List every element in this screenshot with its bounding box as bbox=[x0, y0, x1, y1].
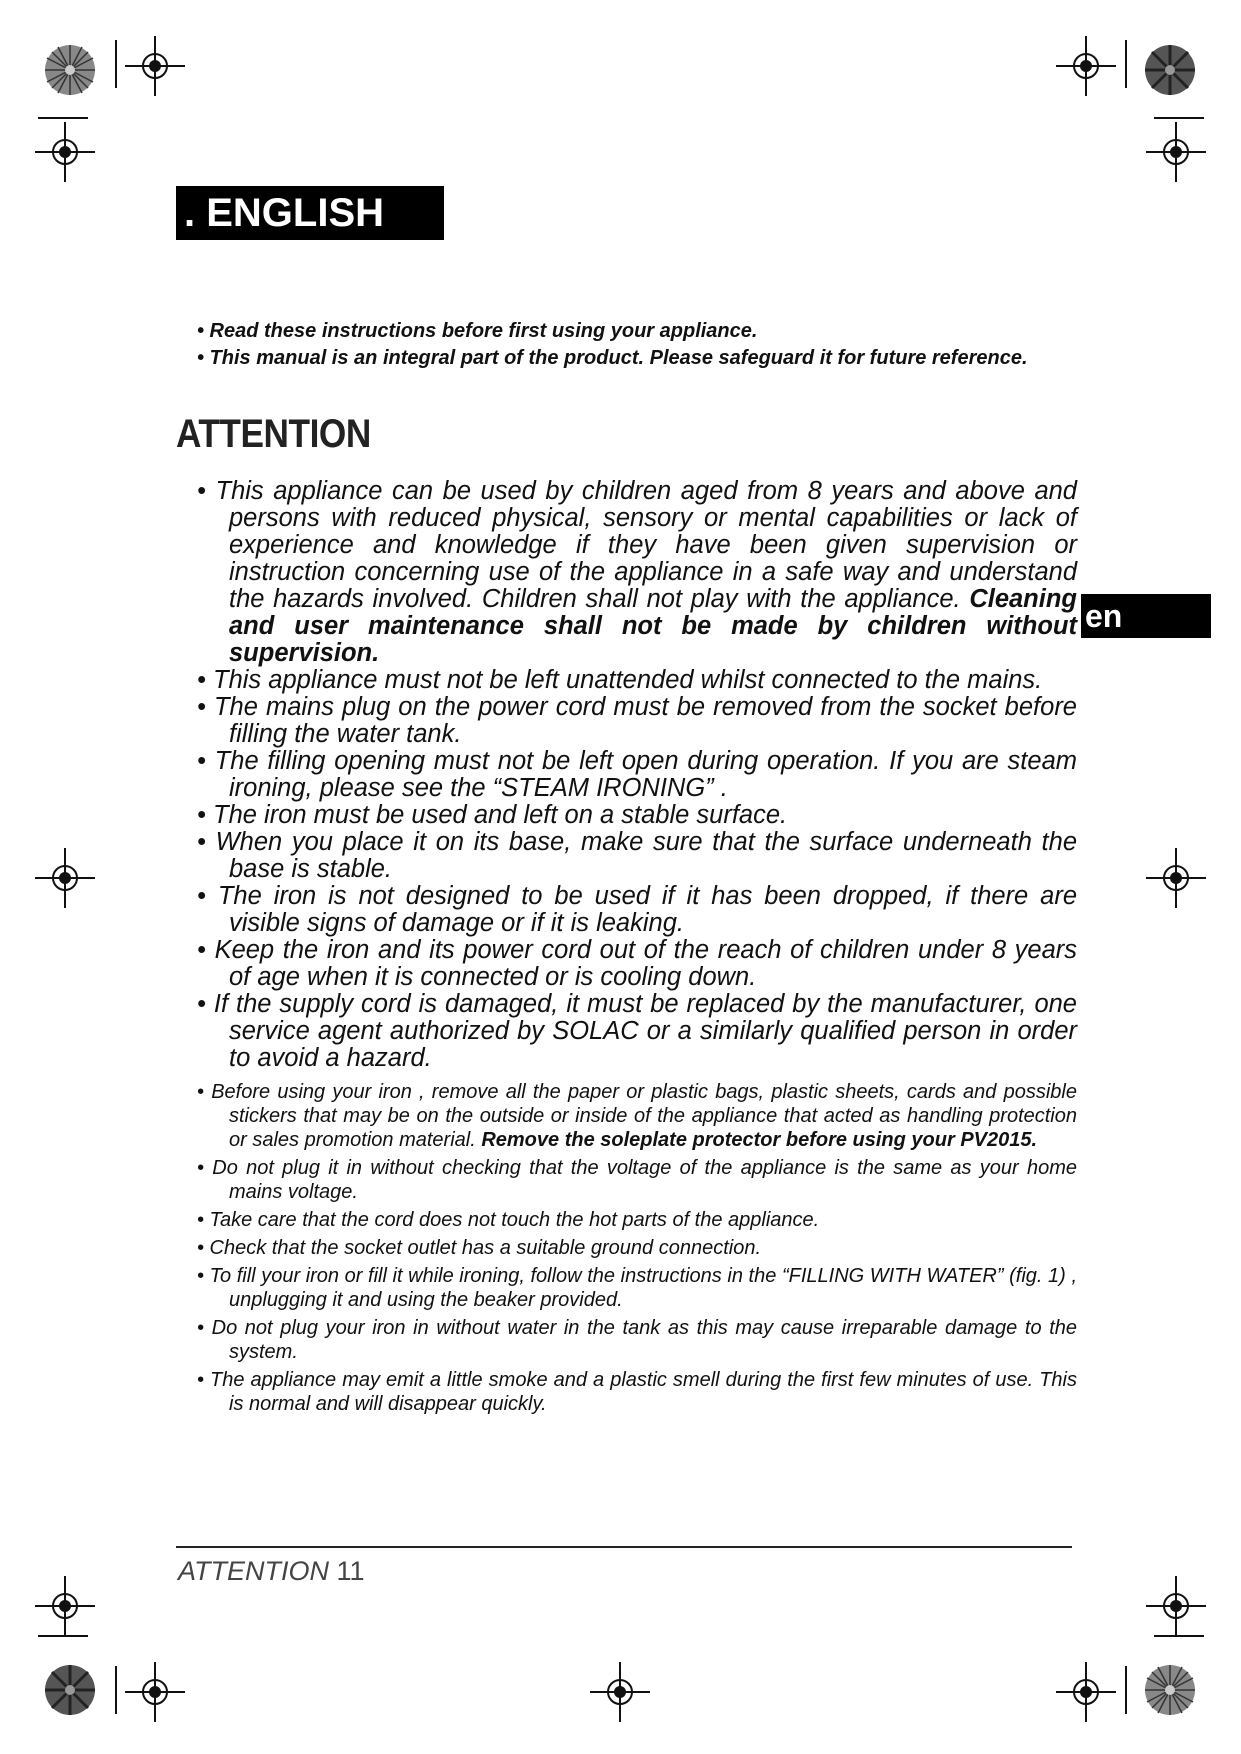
registration-mark-icon bbox=[1056, 1662, 1116, 1722]
language-tab: en bbox=[1081, 594, 1211, 638]
safety-instructions bbox=[197, 478, 1077, 1416]
registration-mark-icon bbox=[35, 122, 95, 182]
safety-item: • Do not plug your iron in without water in the tank as this may cause irreparable damage to the system. bbox=[197, 1317, 1077, 1363]
registration-mark-icon bbox=[125, 1662, 185, 1722]
safety-item: • The mains plug on the power cord must be removed from the socket before filling the water tank. bbox=[197, 693, 1077, 748]
page-number: 11 bbox=[336, 1556, 365, 1586]
safety-item: • Keep the iron and its power cord out of the reach of children under 8 years of age when it is connected or is cooling down. bbox=[197, 936, 1077, 991]
safety-item: • The iron must be used and left on a stable surface. bbox=[197, 801, 788, 829]
registration-mark-icon bbox=[1146, 122, 1206, 182]
registration-mark-icon bbox=[1056, 36, 1116, 96]
section-heading: ATTENTION bbox=[176, 412, 371, 456]
color-wheel-icon bbox=[1144, 44, 1196, 96]
safety-item: • Check that the socket outlet has a suitable ground connection. bbox=[197, 1237, 762, 1259]
safety-item-emphasis: Remove the soleplate protector before using your PV2015. bbox=[481, 1129, 1038, 1151]
safety-item-emphasis: Cleaning and user maintenance shall not be made by children without supervision. bbox=[229, 585, 1077, 667]
safety-item-text: • This appliance can be used by children aged from 8 years and above and persons with reduced physical, sensory or mental capabilities or lack of experience and knowledge if they have been given supervision or instruction concerning use of the appliance in a safe way and understand the hazards involved. Children shall not play with the appliance. bbox=[197, 477, 1077, 613]
safety-item: • Do not plug it in without checking that the voltage of the appliance is the same as your home mains voltage. bbox=[197, 1157, 1077, 1203]
safety-item: • The filling opening must not be left open during operation. If you are steam ironing, please see the “STEAM IRONING” . bbox=[197, 747, 1077, 802]
language-section-title: . ENGLISH bbox=[176, 186, 444, 240]
registration-mark-icon bbox=[35, 848, 95, 908]
registration-mark-icon bbox=[590, 1662, 650, 1722]
safety-item: • When you place it on its base, make sure that the surface underneath the base is stable. bbox=[197, 828, 1077, 883]
safety-item-text: • Before using your iron , remove all the paper or plastic bags, plastic sheets, cards and possible stickers that may be on the outside or inside of the appliance that acted as handling protection or sales promotion material. bbox=[197, 1081, 1077, 1151]
registration-mark-icon bbox=[1146, 848, 1206, 908]
safety-item: • To fill your iron or fill it while ironing, follow the instructions in the “FILLING WITH WATER” (fig. 1) , unplugging it and using the beaker provided. bbox=[197, 1265, 1077, 1311]
color-wheel-icon bbox=[1144, 1664, 1196, 1716]
safety-item: • If the supply cord is damaged, it must be replaced by the manufacturer, one service agent authorized by SOLAC or a similarly qualified person in order to avoid a hazard. bbox=[197, 990, 1077, 1072]
color-wheel-icon bbox=[44, 1664, 96, 1716]
footer-divider bbox=[176, 1546, 1072, 1548]
safety-item: • The iron is not designed to be used if it has been dropped, if there are visible signs of damage or if it is leaking. bbox=[197, 882, 1077, 937]
safety-item bbox=[197, 478, 1077, 667]
intro-notice: • This manual is an integral part of the product. Please safeguard it for future reference. bbox=[197, 347, 1028, 369]
safety-item: • The appliance may emit a little smoke and a plastic smell during the first few minutes of use. This is normal and will disappear quickly. bbox=[197, 1369, 1077, 1415]
registration-mark-icon bbox=[125, 36, 185, 96]
registration-mark-icon bbox=[35, 1576, 95, 1636]
safety-item: • Take care that the cord does not touch the hot parts of the appliance. bbox=[197, 1209, 820, 1231]
page-footer bbox=[178, 1556, 365, 1587]
footer-section-label: ATTENTION bbox=[178, 1556, 329, 1586]
registration-mark-icon bbox=[1146, 1576, 1206, 1636]
safety-item: • This appliance must not be left unattended whilst connected to the mains. bbox=[197, 666, 1043, 694]
color-wheel-icon bbox=[44, 44, 96, 96]
safety-item bbox=[197, 1080, 1077, 1152]
intro-notices bbox=[197, 318, 1057, 372]
intro-notice: • Read these instructions before first using your appliance. bbox=[197, 320, 758, 342]
